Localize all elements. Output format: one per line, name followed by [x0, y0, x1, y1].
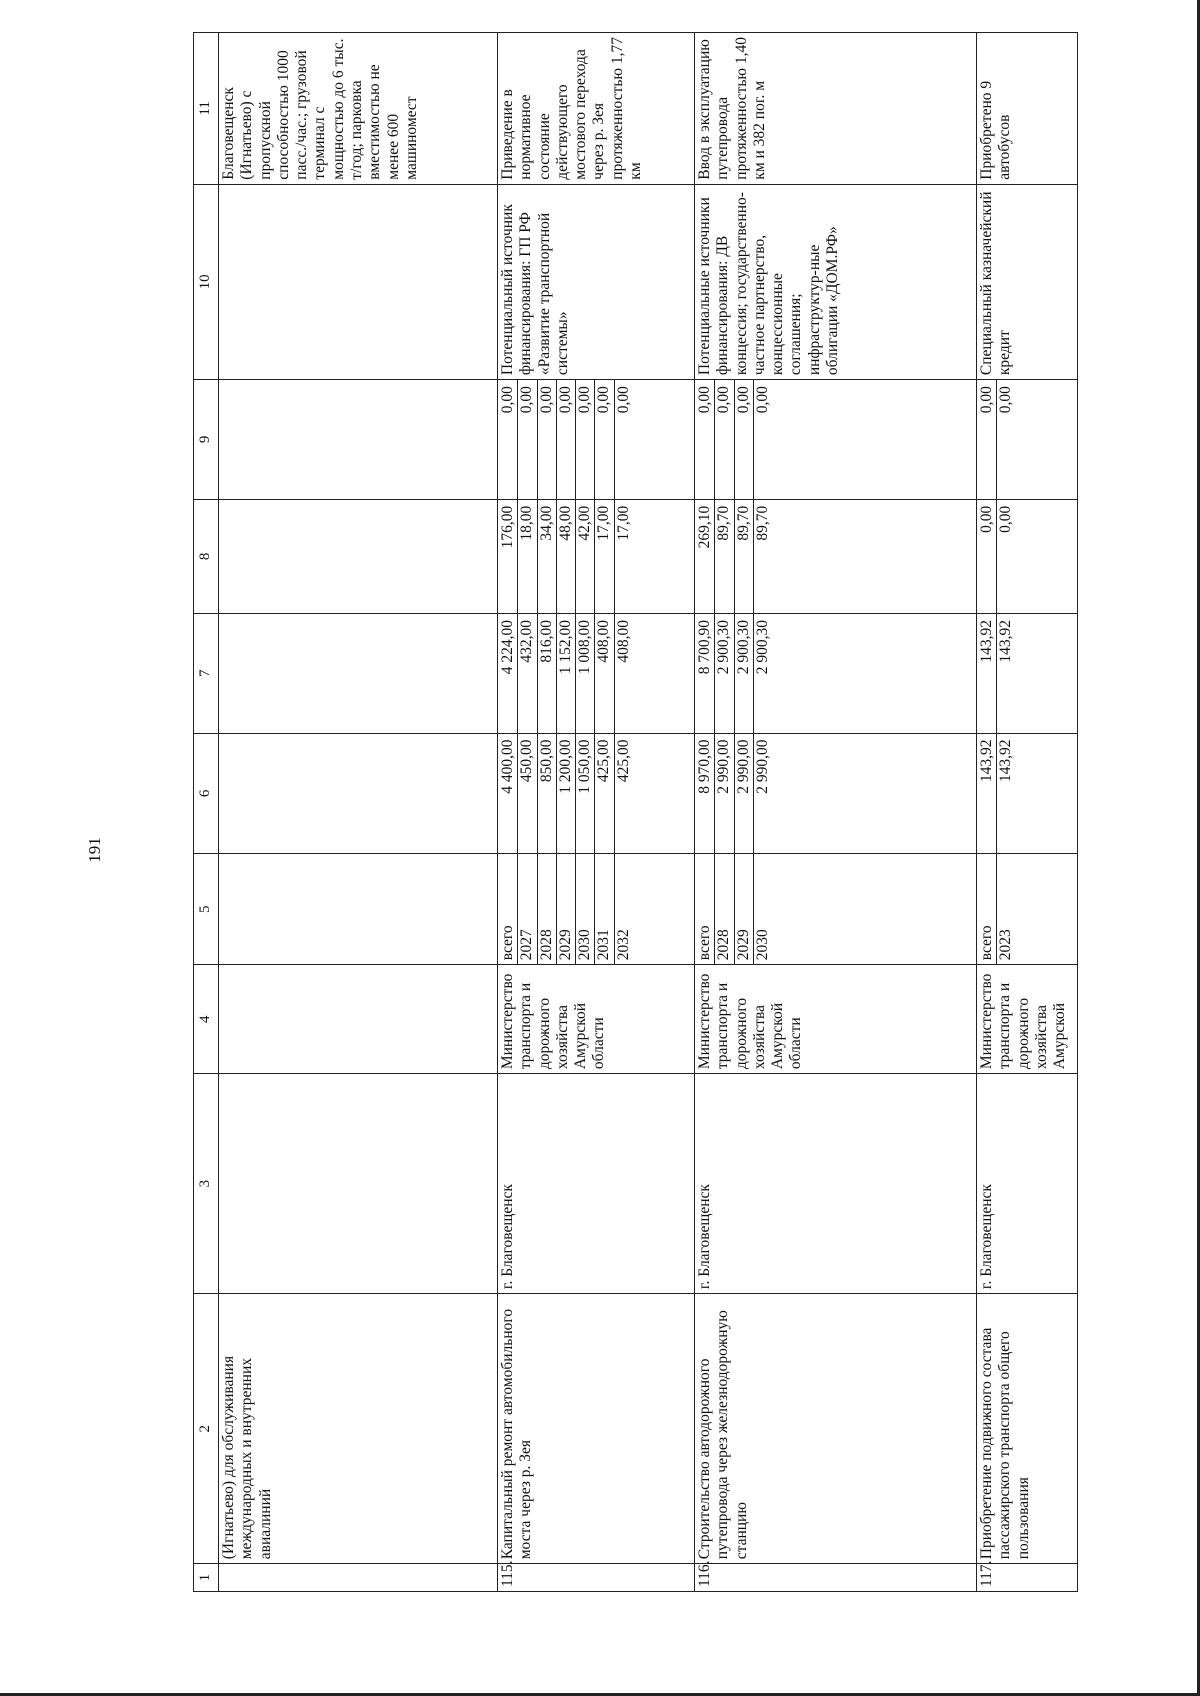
table-row: [977, 33, 1078, 1592]
continuation-name: (Игнатьево) для обслуживания международных и внутренних авиалиний: [219, 1294, 498, 1564]
row-executor: Министерство транспорта и дорожного хозяйства Амурской области: [695, 965, 977, 1074]
row-years: всего 2023: [977, 854, 1078, 965]
row-result: Приобретено 9 автобусов: [977, 33, 1078, 185]
row-number: 115.: [498, 1564, 695, 1592]
table-row: [695, 33, 977, 1592]
row-location: г. Благовещенск: [498, 1074, 695, 1294]
row-name: Приобретение подвижного состава пассажирского транспорта общего пользования: [977, 1294, 1078, 1564]
row-years: всего 2027 2028 2029 2030 2031 2032: [498, 854, 695, 965]
row-col7: 4 224,00 432,00 816,00 1 152,00 1 008,00 408,00 408,00: [498, 613, 695, 733]
row-result: Приведение в нормативное состояние действующего мостового перехода через р. Зея протяженностью 1,77 км: [498, 33, 695, 185]
column-number-row: [194, 33, 219, 1592]
col-header-4: 4: [194, 965, 219, 1074]
col-header-1: 1: [194, 1564, 219, 1592]
program-table: [193, 32, 1078, 1592]
row-name: Капитальный ремонт автомобильного моста через р. Зея: [498, 1294, 695, 1564]
row-executor: Министерство транспорта и дорожного хозяйства Амурской области: [498, 965, 695, 1074]
row-source: Потенциальный источник финансирования: ГП РФ «Развитие транспортной системы»: [498, 184, 695, 379]
row-source: Специальный казначейский кредит: [977, 184, 1078, 379]
row-col9: 0,00 0,00 0,00 0,00: [695, 380, 977, 500]
row-col7: 143,92 143,92: [977, 613, 1078, 733]
row-col9: 0,00 0,00 0,00 0,00 0,00 0,00 0,00: [498, 380, 695, 500]
col-header-8: 8: [194, 499, 219, 613]
row-col6: 4 400,00 450,00 850,00 1 200,00 1 050,00 425,00 425,00: [498, 733, 695, 854]
col-header-2: 2: [194, 1294, 219, 1564]
col-header-3: 3: [194, 1074, 219, 1294]
row-executor: Министерство транспорта и дорожного хозяйства Амурской: [977, 965, 1078, 1074]
row-source: Потенциальные источники финансирования: ДВ концессия; государственно-частное партнерство, концессионные соглашения; инфраструктур-ные облигации «ДОМ.РФ»: [695, 184, 977, 379]
row-col8: 269,10 89,70 89,70 89,70: [695, 499, 977, 613]
row-location: г. Благовещенск: [977, 1074, 1078, 1294]
table-row-continuation: [219, 33, 498, 1592]
col-header-9: 9: [194, 380, 219, 500]
row-number: 116.: [695, 1564, 977, 1592]
continuation-result: Благовещенск (Игнатьево) с пропускной способностью 1000 пасс./час.; грузовой терминал с мощностью до 6 тыс. т/год; парковка вместимостью не менее 600 машиномест: [219, 33, 498, 185]
row-col8: 176,00 18,00 34,00 48,00 42,00 17,00 17,00: [498, 499, 695, 613]
col-header-5: 5: [194, 854, 219, 965]
row-col7: 8 700,90 2 900,30 2 900,30 2 900,30: [695, 613, 977, 733]
col-header-10: 10: [194, 184, 219, 379]
table-row: [498, 33, 695, 1592]
row-col6: 8 970,00 2 990,00 2 990,00 2 990,00: [695, 733, 977, 854]
rotated-table-container: [193, 32, 1069, 1592]
page-number: 191: [85, 837, 104, 863]
row-number: 117.: [977, 1564, 1078, 1592]
row-years: всего 2028 2029 2030: [695, 854, 977, 965]
row-col9: 0,00 0,00: [977, 380, 1078, 500]
row-col8: 0,00 0,00: [977, 499, 1078, 613]
row-result: Ввод в эксплуатацию путепровода протяженностью 1,40 км и 382 пог. м: [695, 33, 977, 185]
row-col6: 143,92 143,92: [977, 733, 1078, 854]
row-location: г. Благовещенск: [695, 1074, 977, 1294]
col-header-11: 11: [194, 33, 219, 185]
row-name: Строительство автодорожного путепровода через железнодорожную станцию: [695, 1294, 977, 1564]
col-header-6: 6: [194, 733, 219, 854]
col-header-7: 7: [194, 613, 219, 733]
